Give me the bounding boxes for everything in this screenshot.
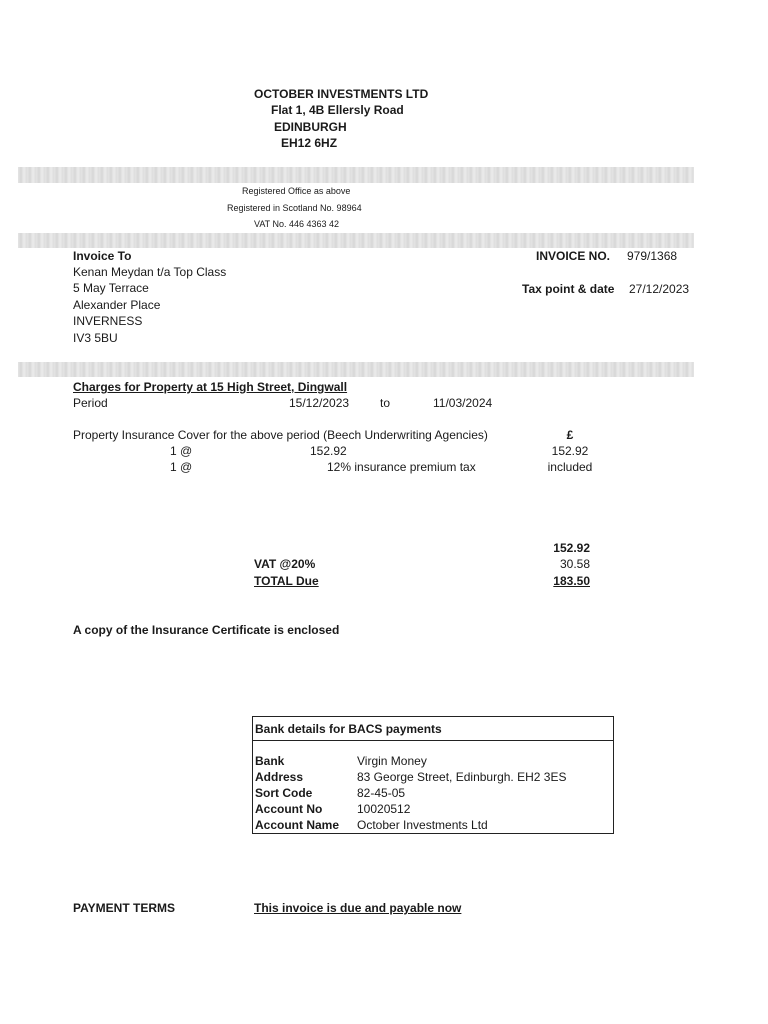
invoice-to-line: INVERNESS <box>73 314 143 328</box>
company-address-line: Flat 1, 4B Ellersly Road <box>271 103 404 117</box>
bank-details-box <box>252 716 614 834</box>
vat-value: 30.58 <box>559 557 590 571</box>
tax-point-value: 27/12/2023 <box>629 282 690 296</box>
header-band-top <box>18 167 694 183</box>
registration-number: Registered in Scotland No. 98964 <box>227 203 362 213</box>
line-amount: 152.92 <box>551 444 589 458</box>
period-from: 15/12/2023 <box>289 396 350 410</box>
invoice-to-line: IV3 5BU <box>73 331 118 345</box>
bank-row-value: 83 George Street, Edinburgh. EH2 3ES <box>357 770 567 784</box>
bank-row-value: October Investments Ltd <box>357 818 488 832</box>
bank-row-label: Account No <box>255 802 323 816</box>
invoice-number-value: 979/1368 <box>627 249 678 263</box>
bank-row-value: 82-45-05 <box>357 786 406 800</box>
line-qty: 1 @ <box>170 444 193 458</box>
invoice-to-line: Kenan Meydan t/a Top Class <box>73 265 227 279</box>
charges-heading: Charges for Property at 15 High Street, Dingwall <box>73 380 348 394</box>
line-amount: included <box>547 460 593 474</box>
tax-point-label: Tax point & date <box>522 282 615 296</box>
total-value: 183.50 <box>553 574 590 588</box>
payment-terms-text: This invoice is due and payable now <box>254 901 462 915</box>
period-label: Period <box>73 396 108 410</box>
bank-row-label: Account Name <box>255 818 340 832</box>
period-to-word: to <box>380 396 391 410</box>
currency-symbol: £ <box>566 428 574 442</box>
invoice-number-label: INVOICE NO. <box>536 249 611 263</box>
payment-terms-label: PAYMENT TERMS <box>73 901 176 915</box>
bank-row-value: 10020512 <box>357 802 411 816</box>
vat-label: VAT @20% <box>254 557 316 571</box>
company-name: OCTOBER INVESTMENTS LTD <box>254 87 429 101</box>
vat-number: VAT No. 446 4363 42 <box>254 219 340 229</box>
company-city: EDINBURGH <box>274 120 347 134</box>
total-label: TOTAL Due <box>254 574 319 588</box>
bank-row-label: Address <box>255 770 304 784</box>
bank-row-label: Sort Code <box>255 786 313 800</box>
registered-office: Registered Office as above <box>242 186 351 196</box>
invoice-to-line: 5 May Terrace <box>73 281 149 295</box>
bank-box-divider <box>253 740 613 741</box>
charges-band <box>18 362 694 377</box>
invoice-to-heading: Invoice To <box>73 249 132 263</box>
period-to: 11/03/2024 <box>433 396 493 410</box>
bank-details-heading: Bank details for BACS payments <box>255 722 442 736</box>
charge-description: Property Insurance Cover for the above period (Beech Underwriting Agencies) <box>73 428 488 442</box>
certificate-note: A copy of the Insurance Certificate is enclosed <box>73 623 340 637</box>
invoice-to-line: Alexander Place <box>73 298 161 312</box>
bank-row-label: Bank <box>255 754 285 768</box>
line-qty: 1 @ <box>170 460 193 474</box>
bank-row-value: Virgin Money <box>357 754 427 768</box>
line-description: 12% insurance premium tax <box>327 460 476 474</box>
subtotal-value: 152.92 <box>553 541 590 555</box>
header-band-bottom <box>18 233 694 248</box>
line-description: 152.92 <box>310 444 347 458</box>
company-postcode: EH12 6HZ <box>281 136 338 150</box>
